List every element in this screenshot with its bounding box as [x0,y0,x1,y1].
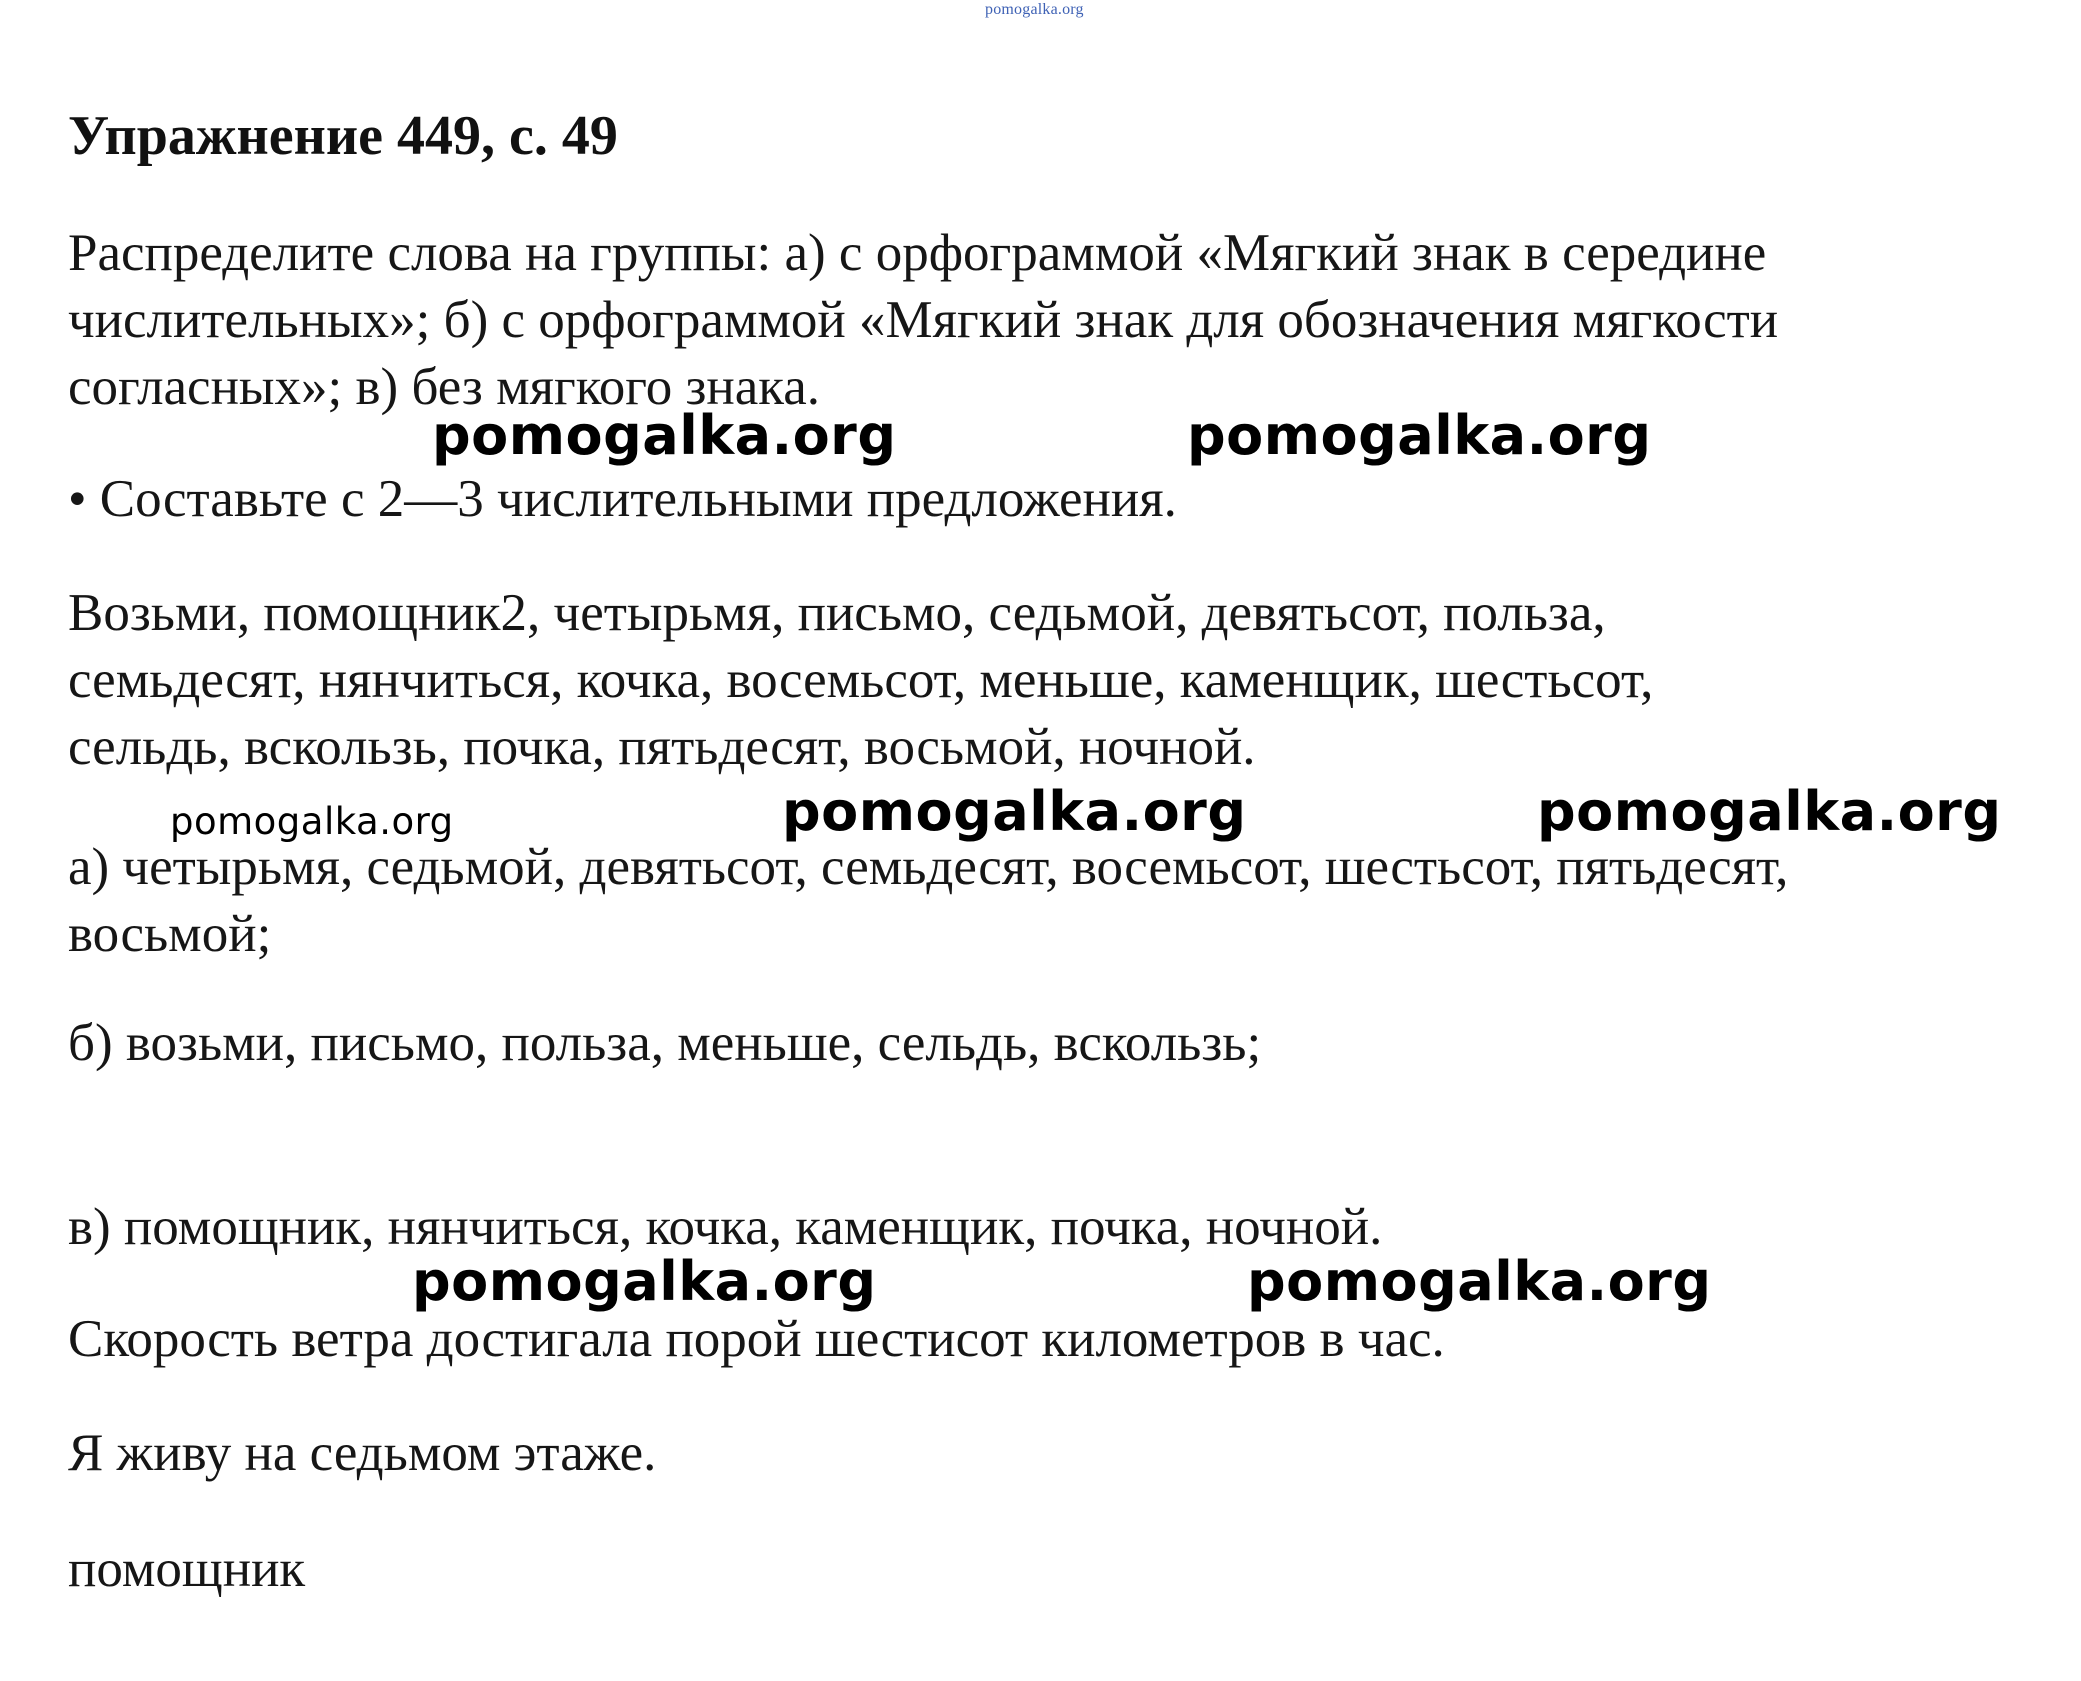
answer-line: а) четырьмя, седьмой, девятьсот, семьдесят, восемьсот, шестьсот, пятьдесят, [68,838,1789,896]
watermark: pomogalka.org [432,404,897,467]
exercise-title: Упражнение 449, с. 49 [68,105,618,167]
word-list-line: семьдесят, нянчиться, кочка, восемьсот, меньше, каменщик, шестьсот, [68,651,1654,709]
example-sentence: Я живу на седьмом этаже. [68,1424,657,1482]
task-line: Распределите слова на группы: а) с орфограммой «Мягкий знак в середине [68,224,1767,282]
answer-group-b: б) возьми, письмо, польза, меньше, сельдь, вскользь; [68,1014,1262,1072]
watermark: pomogalka.org [1247,1250,1712,1313]
footnote-word: помощник [68,1540,306,1598]
top-watermark: pomogalka.org [985,1,1084,18]
word-list [68,580,1653,781]
watermark: pomogalka.org [782,780,1247,843]
answer-group-a [68,834,1788,968]
task-text [68,220,1778,421]
word-list-line: Возьми, помощник2, четырьмя, письмо, седьмой, девятьсот, польза, [68,584,1606,642]
example-sentence: Скорость ветра достигала порой шестисот километров в час. [68,1310,1445,1368]
watermark: pomogalka.org [170,800,454,843]
watermark: pomogalka.org [1187,404,1652,467]
word-list-line: сельдь, вскользь, почка, пятьдесят, восьмой, ночной. [68,718,1256,776]
answer-group-c: в) помощник, нянчиться, кочка, каменщик, почка, ночной. [68,1198,1383,1256]
task-line: числительных»; б) с орфограммой «Мягкий знак для обозначения мягкости [68,291,1779,349]
task-line: согласных»; в) без мягкого знака. [68,358,820,416]
watermark: pomogalka.org [412,1250,877,1313]
answer-line: восьмой; [68,905,272,963]
watermark: pomogalka.org [1537,780,2002,843]
task-bullet: • Составьте с 2—3 числительными предложения. [68,470,1177,528]
